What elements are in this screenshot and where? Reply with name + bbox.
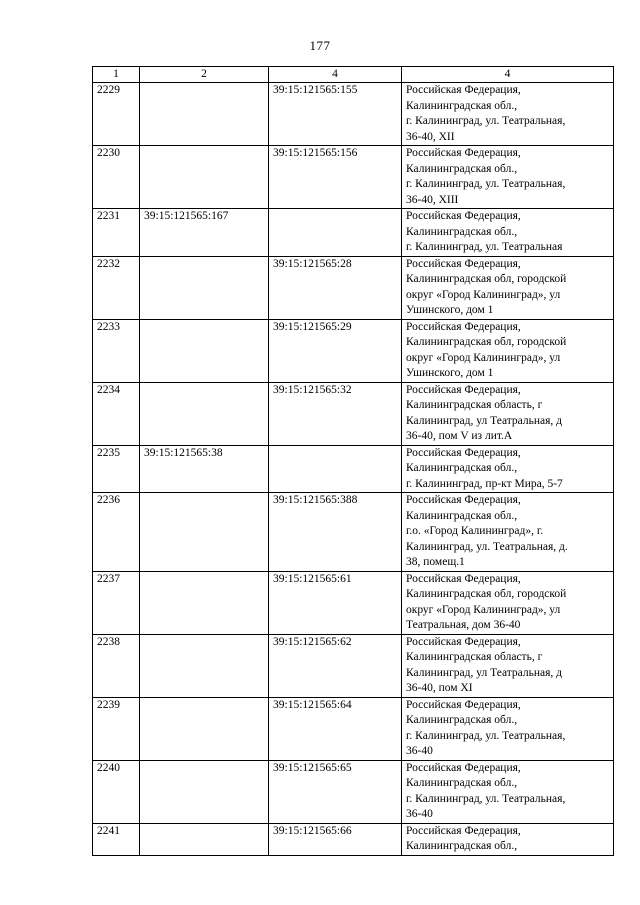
address-cell bbox=[402, 256, 614, 319]
address-line: Российская Федерация, bbox=[406, 494, 521, 506]
object-cadastral-number-cell bbox=[269, 209, 402, 257]
address-line: Российская Федерация, bbox=[406, 210, 521, 222]
address-cell bbox=[402, 493, 614, 572]
address-cell bbox=[402, 382, 614, 445]
object-cadastral-number-cell: 39:15:121565:156 bbox=[269, 146, 402, 209]
address-line: Калининградская обл., bbox=[406, 509, 518, 522]
table-body bbox=[93, 83, 614, 856]
row-number-cell: 2235 bbox=[93, 445, 140, 493]
row-number-cell: 2231 bbox=[93, 209, 140, 257]
column-header-2: 2 bbox=[140, 67, 269, 83]
address-line: Калининградская обл., bbox=[406, 777, 518, 789]
address-line: г. Калининград, ул. Театральная, bbox=[406, 792, 566, 805]
table-row bbox=[93, 823, 614, 855]
row-number-cell: 2233 bbox=[93, 319, 140, 382]
address-cell bbox=[402, 760, 614, 823]
address-cell bbox=[402, 823, 614, 855]
cadastral-number-cell bbox=[140, 146, 269, 209]
address-line: Калининградская обл, городской bbox=[406, 588, 567, 600]
cadastral-number-cell: 39:15:121565:167 bbox=[140, 209, 269, 257]
object-cadastral-number-cell: 39:15:121565:65 bbox=[269, 760, 402, 823]
cadastral-number-cell bbox=[140, 823, 269, 855]
row-number-cell: 2229 bbox=[93, 83, 140, 146]
table-row bbox=[93, 256, 614, 319]
address-line: г.о. «Город Калининград», г. bbox=[406, 525, 544, 537]
address-line: Калининград, ул Театральная, д bbox=[406, 666, 563, 679]
object-cadastral-number-cell: 39:15:121565:66 bbox=[269, 823, 402, 855]
address-line: Российская Федерация, bbox=[406, 147, 521, 159]
address-cell bbox=[402, 634, 614, 697]
row-number-cell: 2239 bbox=[93, 697, 140, 760]
table-row bbox=[93, 760, 614, 823]
cadastral-number-cell bbox=[140, 83, 269, 146]
row-number-cell: 2241 bbox=[93, 823, 140, 855]
cadastral-number-cell: 39:15:121565:38 bbox=[140, 445, 269, 493]
row-number-cell: 2237 bbox=[93, 571, 140, 634]
address-cell bbox=[402, 697, 614, 760]
object-cadastral-number-cell: 39:15:121565:29 bbox=[269, 319, 402, 382]
address-line: Театральная, дом 36-40 bbox=[406, 619, 521, 631]
table-row bbox=[93, 382, 614, 445]
table-row bbox=[93, 571, 614, 634]
address-line: Калининградская обл, городской bbox=[406, 336, 567, 348]
address-line: Калининградская область, г bbox=[406, 651, 543, 663]
table-row bbox=[93, 83, 614, 146]
address-cell bbox=[402, 571, 614, 634]
address-line: Калининградская обл., bbox=[406, 462, 518, 474]
address-line: Российская Федерация, bbox=[406, 761, 521, 774]
object-cadastral-number-cell bbox=[269, 445, 402, 493]
table-row bbox=[93, 209, 614, 257]
column-header-1: 1 bbox=[93, 67, 140, 83]
table-header-row bbox=[93, 67, 614, 83]
address-cell bbox=[402, 445, 614, 493]
table-row bbox=[93, 634, 614, 697]
address-line: округ «Город Калининград», ул bbox=[406, 351, 561, 364]
address-line: г. Калининград, пр-кт Мира, 5-7 bbox=[406, 477, 563, 490]
object-cadastral-number-cell: 39:15:121565:28 bbox=[269, 256, 402, 319]
address-cell bbox=[402, 209, 614, 257]
address-line: Российская Федерация, bbox=[406, 446, 521, 459]
address-line: Российская Федерация, bbox=[406, 84, 521, 96]
row-number-cell: 2236 bbox=[93, 493, 140, 572]
row-number-cell: 2238 bbox=[93, 634, 140, 697]
address-line: округ «Город Калининград», ул bbox=[406, 288, 561, 301]
address-line: Калининградская обл., bbox=[406, 162, 518, 175]
column-header-3: 4 bbox=[269, 67, 402, 83]
address-cell bbox=[402, 146, 614, 209]
address-line: Российская Федерация, bbox=[406, 635, 521, 648]
cadastral-number-cell bbox=[140, 382, 269, 445]
row-number-cell: 2234 bbox=[93, 382, 140, 445]
table-row bbox=[93, 319, 614, 382]
table-row bbox=[93, 493, 614, 572]
table-row bbox=[93, 445, 614, 493]
address-line: Калининград, ул. Театральная, д. bbox=[406, 540, 568, 553]
cadastral-number-cell bbox=[140, 493, 269, 572]
address-line: Российская Федерация, bbox=[406, 698, 521, 711]
address-line: Калининградская обл., bbox=[406, 99, 518, 112]
address-line: Калининградская область, г bbox=[406, 399, 543, 411]
cadastral-number-cell bbox=[140, 760, 269, 823]
address-line: Российская Федерация, bbox=[406, 824, 521, 837]
cadastral-number-cell bbox=[140, 256, 269, 319]
object-cadastral-number-cell: 39:15:121565:388 bbox=[269, 493, 402, 572]
address-line: 36-40, XIII bbox=[406, 193, 459, 206]
cadastral-number-cell bbox=[140, 571, 269, 634]
address-line: г. Калининград, ул. Театральная, bbox=[406, 178, 566, 190]
row-number-cell: 2232 bbox=[93, 256, 140, 319]
address-line: 36-40, XII bbox=[406, 130, 455, 143]
address-line: округ «Город Калининград», ул bbox=[406, 603, 561, 616]
cadastral-number-cell bbox=[140, 319, 269, 382]
page-number: 177 bbox=[309, 38, 331, 53]
address-line: Российская Федерация, bbox=[406, 572, 521, 585]
column-header-4: 4 bbox=[402, 67, 614, 83]
address-line: 36-40, пом V из лит.А bbox=[406, 430, 513, 442]
address-line: Калининград, ул Театральная, д bbox=[406, 414, 563, 427]
address-line: Российская Федерация, bbox=[406, 383, 521, 396]
address-line: 36-40, пом XI bbox=[406, 682, 473, 694]
table-row bbox=[93, 146, 614, 209]
address-line: Ушинского, дом 1 bbox=[406, 304, 494, 316]
address-line: Калининградская обл., bbox=[406, 840, 518, 852]
cadastral-number-cell bbox=[140, 634, 269, 697]
address-line: Калининградская обл, городской bbox=[406, 273, 567, 285]
address-line: Ушинского, дом 1 bbox=[406, 367, 494, 379]
address-line: 38, помещ.1 bbox=[406, 556, 465, 568]
address-line: Калининградская обл., bbox=[406, 225, 518, 238]
address-line: Российская Федерация, bbox=[406, 257, 521, 270]
address-line: Российская Федерация, bbox=[406, 320, 521, 333]
address-line: 36-40 bbox=[406, 808, 433, 820]
object-cadastral-number-cell: 39:15:121565:61 bbox=[269, 571, 402, 634]
address-line: г. Калининград, ул. Театральная, bbox=[406, 115, 566, 127]
address-line: 36-40 bbox=[406, 745, 433, 757]
cadastral-register-table bbox=[92, 66, 614, 856]
cadastral-number-cell bbox=[140, 697, 269, 760]
object-cadastral-number-cell: 39:15:121565:155 bbox=[269, 83, 402, 146]
row-number-cell: 2240 bbox=[93, 760, 140, 823]
address-cell bbox=[402, 319, 614, 382]
object-cadastral-number-cell: 39:15:121565:64 bbox=[269, 697, 402, 760]
table-row bbox=[93, 697, 614, 760]
object-cadastral-number-cell: 39:15:121565:32 bbox=[269, 382, 402, 445]
row-number-cell: 2230 bbox=[93, 146, 140, 209]
address-line: г. Калининград, ул. Театральная, bbox=[406, 729, 566, 742]
address-cell bbox=[402, 83, 614, 146]
address-line: Калининградская обл., bbox=[406, 714, 518, 726]
object-cadastral-number-cell: 39:15:121565:62 bbox=[269, 634, 402, 697]
address-line: г. Калининград, ул. Театральная bbox=[406, 241, 563, 253]
